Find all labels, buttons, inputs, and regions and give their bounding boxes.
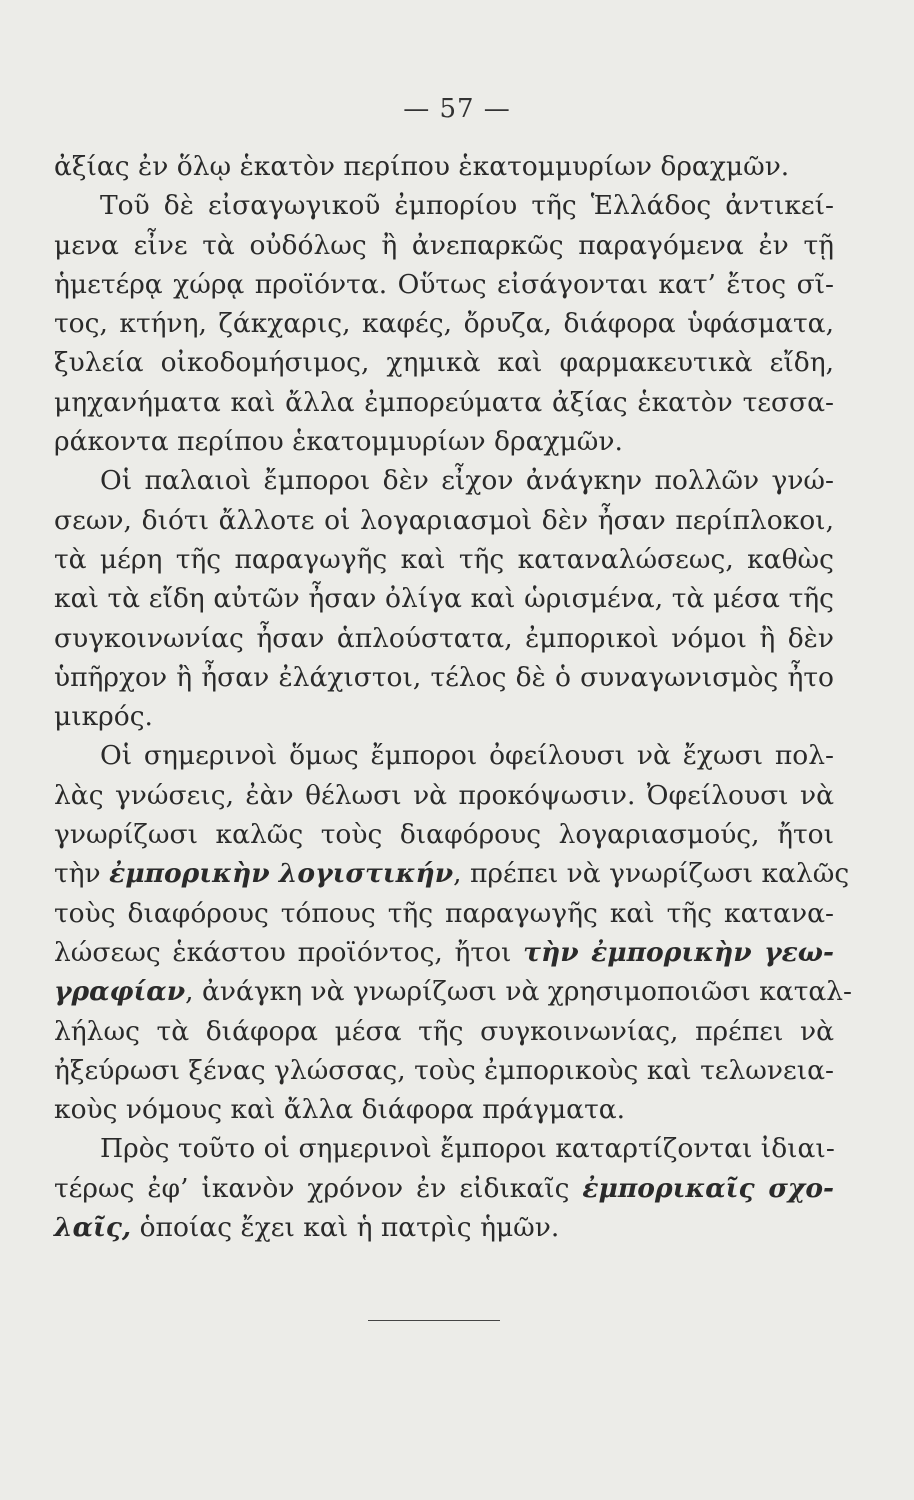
emphasized-term: γραφίαν	[54, 976, 186, 1008]
text-line: Πρὸς τοῦτο οἱ σημερινοὶ ἔμποροι καταρτίζονται ἰδιαι-	[100, 1133, 835, 1165]
text-line: συγκοινωνίας ἦσαν ἁπλούστατα, ἐμπορικοὶ νόμοι ἢ δὲν	[54, 622, 834, 654]
body-text	[54, 147, 853, 1247]
text-line: λήλως τὰ διάφορα μέσα τῆς συγκοινωνίας, πρέπει νὰ	[54, 1015, 834, 1047]
text-line: καὶ τὰ εἴδη αὐτῶν ἦσαν ὀλίγα καὶ ὡρισμένα, τὰ μέσα τῆς	[54, 583, 834, 615]
text-line: ἀξίας ἐν ὅλῳ ἑκατὸν περίπου ἑκατομμυρίων δραχμῶν.	[54, 151, 790, 182]
emphasized-term: ἐμπορικαῖς σχο-	[582, 1172, 834, 1204]
text-segment: τέρως ἐφ’ ἱκανὸν χρόνον ἐν εἰδικαῖς	[54, 1172, 583, 1204]
text-line: μικρός.	[54, 701, 153, 733]
text-line: λὰς γνώσεις, ἐὰν θέλωσι νὰ προκόψωσιν. Ὀφείλουσι νὰ	[54, 779, 834, 811]
text-line: μηχανήματα καὶ ἄλλα ἐμπορεύματα ἀξίας ἑκατὸν τεσσα-	[54, 386, 834, 418]
text-line	[54, 933, 834, 972]
text-line: ἡμετέρᾳ χώρᾳ προϊόντα. Οὕτως εἰσάγονται κατ’ ἔτος σῖ-	[54, 268, 834, 300]
text-line: γνωρίζωσι καλῶς τοὺς διαφόρους λογαριασμούς, ἤτοι	[54, 819, 834, 851]
page-number: — 57 —	[403, 94, 511, 124]
text-segment: λώσεως ἑκάστου προϊόντος, ἤτοι	[54, 936, 524, 968]
text-line: Οἱ σημερινοὶ ὅμως ἔμποροι ὀφείλουσι νὰ ἔχωσι πολ-	[100, 740, 834, 772]
text-line	[54, 1169, 834, 1208]
text-line: ξυλεία οἰκοδομήσιμος, χημικὰ καὶ φαρμακευτικὰ εἴδη,	[54, 347, 834, 379]
text-segment: , πρέπει νὰ γνωρίζωσι καλῶς	[453, 858, 850, 890]
text-line: ἠξεύρωσι ξένας γλώσσας, τοὺς ἐμπορικοὺς καὶ τελωνεια-	[54, 1054, 834, 1086]
text-line: τοὺς διαφόρους τόπους τῆς παραγωγῆς καὶ τῆς κατανα-	[54, 897, 834, 929]
text-segment: , ἀνάγκη νὰ γνωρίζωσι νὰ χρησιμοποιῶσι καταλ-	[185, 976, 853, 1008]
text-line	[54, 1208, 834, 1247]
emphasized-term: λαῖς,	[54, 1212, 132, 1244]
text-line: κοὺς νόμους καὶ ἄλλα διάφορα πράγματα.	[54, 1094, 626, 1126]
text-line: σεων, διότι ἄλλοτε οἱ λογαριασμοὶ δὲν ἦσαν περίπλοκοι,	[54, 504, 834, 536]
text-segment: τὴν	[54, 858, 110, 890]
emphasized-term: ἐμπορικὴν λογιστικήν	[109, 858, 454, 890]
text-line: τὰ μέρη τῆς παραγωγῆς καὶ τῆς καταναλώσεως, καθὼς	[54, 543, 834, 575]
text-segment: ὁποίας ἔχει καὶ ἡ πατρὶς ἡμῶν.	[131, 1212, 560, 1244]
text-line: ράκοντα περίπου ἑκατομμυρίων δραχμῶν.	[54, 426, 623, 458]
text-line: μενα εἶνε τὰ οὐδόλως ἢ ἀνεπαρκῶς παραγόμενα ἐν τῇ	[54, 229, 834, 261]
end-rule	[368, 1320, 500, 1321]
emphasized-term: τὴν ἐμπορικὴν γεω-	[523, 936, 835, 968]
text-line: Τοῦ δὲ εἰσαγωγικοῦ ἐμπορίου τῆς Ἑλλάδος ἀντικεί-	[100, 190, 834, 222]
text-line	[54, 972, 853, 1011]
text-line	[54, 854, 850, 893]
text-line: τος, κτήνη, ζάκχαρις, καφές, ὄρυζα, διάφορα ὑφάσματα,	[54, 308, 834, 340]
text-line: ὑπῆρχον ἢ ἦσαν ἐλάχιστοι, τέλος δὲ ὁ συναγωνισμὸς ἦτο	[54, 661, 834, 693]
text-line: Οἱ παλαιοὶ ἔμποροι δὲν εἶχον ἀνάγκην πολλῶν γνώ-	[100, 465, 834, 497]
